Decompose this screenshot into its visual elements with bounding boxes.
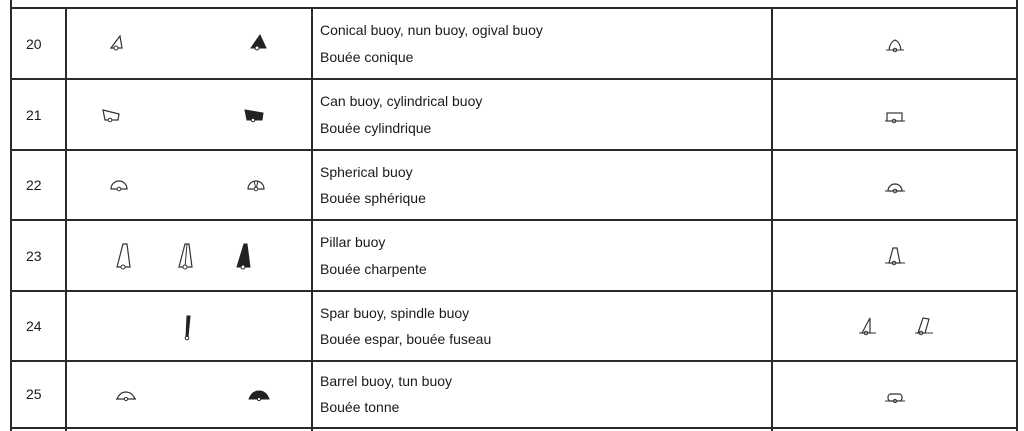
pillar-outline-icon xyxy=(114,241,134,271)
english-description: Spherical buoy xyxy=(320,164,413,180)
conical-chart-icon xyxy=(884,36,906,54)
can-filled-icon xyxy=(242,105,268,123)
spherical-outline-icon xyxy=(108,176,130,194)
row-number: 23 xyxy=(26,248,42,264)
french-description: Bouée tonne xyxy=(320,399,400,415)
table-row xyxy=(0,361,1024,427)
table-row xyxy=(0,150,1024,219)
table-row xyxy=(0,220,1024,290)
table-row xyxy=(0,79,1024,149)
row-number: 25 xyxy=(26,386,42,402)
spherical-striped-icon xyxy=(245,175,267,193)
french-description: Bouée cylindrique xyxy=(320,120,432,136)
french-description: Bouée espar, bouée fuseau xyxy=(320,331,492,347)
french-description: Bouée sphérique xyxy=(320,190,426,206)
pillar-chart-icon xyxy=(884,244,906,268)
row-number: 22 xyxy=(26,177,42,193)
english-description: Spar buoy, spindle buoy xyxy=(320,305,470,321)
english-description: Pillar buoy xyxy=(320,234,386,250)
conical-outline-icon xyxy=(107,32,127,52)
can-chart-icon xyxy=(884,109,906,125)
english-description: Barrel buoy, tun buoy xyxy=(320,373,453,389)
french-description: Bouée charpente xyxy=(320,261,427,277)
barrel-chart-icon xyxy=(884,391,906,405)
pillar-striped-icon xyxy=(176,241,196,271)
english-description: Conical buoy, nun buoy, ogival buoy xyxy=(320,22,543,38)
pillar-filled-icon xyxy=(234,241,254,271)
can-outline-icon xyxy=(100,105,124,123)
row-number: 24 xyxy=(26,318,42,334)
table-rule xyxy=(10,427,1018,429)
spar-chart-icon xyxy=(913,315,935,337)
barrel-filled-icon xyxy=(246,389,272,403)
row-number: 21 xyxy=(26,107,42,123)
spindle-chart-icon xyxy=(858,315,878,337)
table-row xyxy=(0,8,1024,78)
spar-filled-icon xyxy=(182,313,194,343)
table-row xyxy=(0,291,1024,360)
spherical-chart-icon xyxy=(884,178,906,196)
barrel-outline-icon xyxy=(114,389,138,403)
english-description: Can buoy, cylindrical buoy xyxy=(320,93,483,109)
row-number: 20 xyxy=(26,36,42,52)
french-description: Bouée conique xyxy=(320,49,414,65)
conical-filled-icon xyxy=(248,32,270,52)
